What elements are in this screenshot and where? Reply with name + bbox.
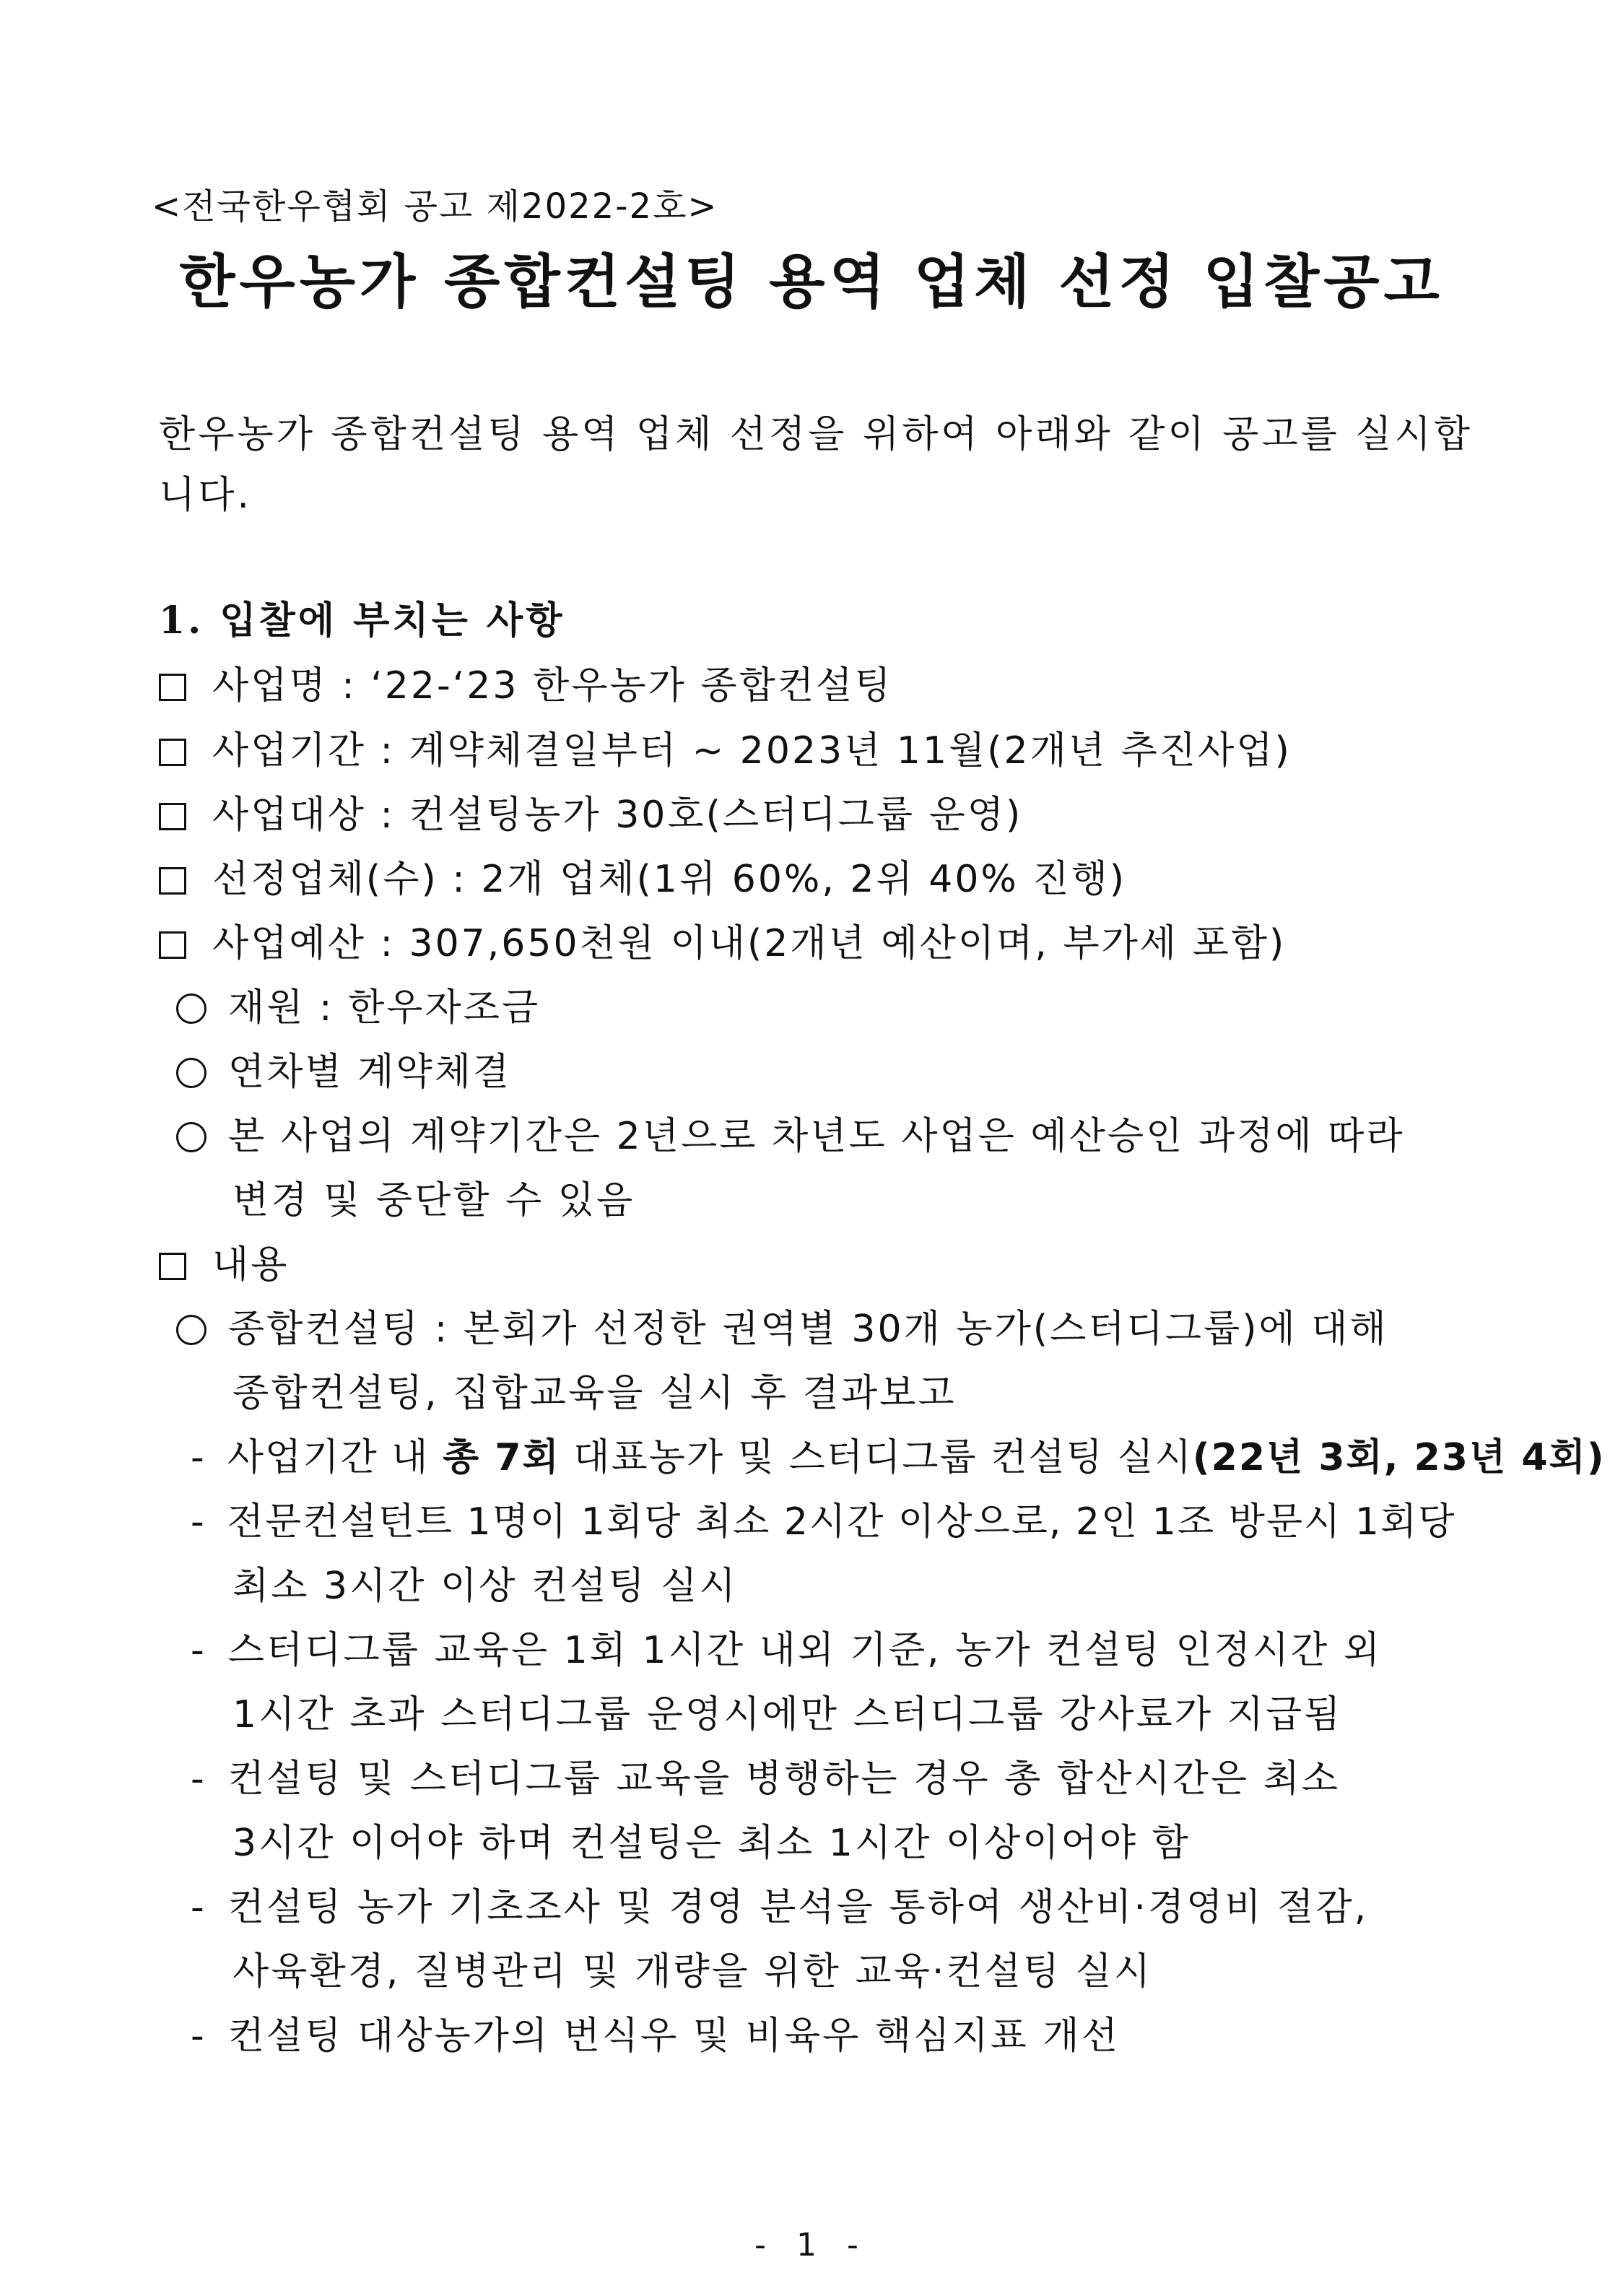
checkbox-square-icon (159, 1253, 186, 1280)
dash-text-bold: 총 7회 (443, 1436, 560, 1479)
item-selected-vendors (159, 856, 1126, 903)
item-text: 사업예산 : 307,650천원 이내(2개년 예산이며, 부가세 포함) (212, 922, 1287, 965)
item-project-period (159, 728, 1292, 774)
document-title: 한우농가 종합컨설팅 용역 업체 선정 입찰공고 (179, 248, 1444, 316)
page-number: - 1 - (754, 2227, 869, 2264)
circle-bullet-icon (176, 1315, 206, 1345)
budget-sub-contract (176, 1049, 511, 1095)
item-text: 사업명 : ‘22-‘23 한우농가 종합컨설팅 (212, 664, 893, 708)
dash-item-consultant-cont: 최소 3시간 이상 컨설팅 실시 (232, 1565, 738, 1608)
item-budget (159, 921, 1286, 967)
dash-bullet: - (191, 1436, 206, 1479)
budget-sub-funding (176, 985, 540, 1031)
content-sub-consulting (176, 1306, 1388, 1352)
item-project-name (159, 663, 893, 709)
content-sub-consulting-cont: 종합컨설팅, 집합교육을 실시 후 결과보고 (232, 1372, 957, 1415)
checkbox-square-icon (159, 739, 186, 766)
dash-text: 컨설팅 대상농가의 번식우 및 비육우 핵심지표 개선 (227, 2014, 1120, 2058)
section-1-heading: 1. 입찰에 부치는 사항 (159, 599, 565, 643)
sub-text: 재원 : 한우자조금 (228, 986, 541, 1030)
circle-bullet-icon (176, 1122, 206, 1152)
circle-bullet-icon (176, 1058, 206, 1088)
dash-text: 전문컨설턴트 1명이 1회당 최소 2시간 이상으로, 2인 1조 방문시 1회당 (227, 1500, 1456, 1544)
sub-text: 연차별 계약체결 (228, 1051, 512, 1094)
dash-bullet: - (191, 1500, 206, 1544)
budget-sub-period-note-cont: 변경 및 중단할 수 있음 (232, 1179, 635, 1222)
dash-text: 대표농가 및 스터디그룹 컨설팅 실시 (560, 1436, 1193, 1479)
dash-bullet: - (191, 1886, 206, 1929)
dash-text: 스터디그룹 교육은 1회 1시간 내외 기준, 농가 컨설팅 인정시간 외 (227, 1629, 1383, 1672)
item-text: 내용 (212, 1243, 290, 1287)
dash-bullet: - (191, 2014, 206, 2058)
dash-item-indicators (191, 2013, 1120, 2059)
dash-text: 컨설팅 및 스터디그룹 교육을 병행하는 경우 총 합산시간은 최소 (227, 1757, 1341, 1801)
checkbox-square-icon (159, 803, 186, 830)
dash-item-study-group-cont: 1시간 초과 스터디그룹 운영시에만 스터디그룹 강사료가 지급됨 (232, 1693, 1343, 1736)
dash-text: 사업기간 내 (227, 1436, 443, 1479)
dash-item-sessions (191, 1435, 1606, 1481)
dash-item-analysis (191, 1884, 1368, 1931)
budget-sub-period-note (176, 1113, 1405, 1160)
checkbox-square-icon (159, 931, 186, 959)
dash-item-analysis-cont: 사육환경, 질병관리 및 개량을 위한 교육·컨설팅 실시 (232, 1950, 1153, 1993)
item-text: 사업기간 : 계약체결일부터 ~ 2023년 11월(2개년 추진사업) (212, 729, 1292, 773)
notice-number: <전국한우협회 공고 제2022-2호> (152, 186, 718, 227)
circle-bullet-icon (176, 993, 206, 1024)
dash-item-combined (191, 1756, 1340, 1802)
dash-bullet: - (191, 1757, 206, 1801)
dash-item-consultant (191, 1499, 1456, 1545)
dash-text-bold: (22년 3회, 23년 4회) (1192, 1436, 1606, 1479)
sub-text: 종합컨설팅 : 본회가 선정한 권역별 30개 농가(스터디그룹)에 대해 (228, 1308, 1388, 1351)
item-text: 사업대상 : 컨설팅농가 30호(스터디그룹 운영) (212, 793, 1023, 837)
dash-bullet: - (191, 1629, 206, 1672)
item-project-target (159, 792, 1022, 838)
dash-item-study-group (191, 1627, 1382, 1674)
item-text: 선정업체(수) : 2개 업체(1위 60%, 2위 40% 진행) (212, 858, 1127, 901)
sub-text: 본 사업의 계약기간은 2년으로 차년도 사업은 예산승인 과정에 따라 (228, 1115, 1405, 1158)
checkbox-square-icon (159, 867, 186, 895)
dash-text: 컨설팅 농가 기초조사 및 경영 분석을 통하여 생산비·경영비 절감, (227, 1886, 1369, 1929)
dash-item-combined-cont: 3시간 이어야 하며 컨설팅은 최소 1시간 이상이어야 함 (232, 1822, 1191, 1865)
intro-paragraph: 한우농가 종합컨설팅 용역 업체 선정을 위하여 아래와 같이 공고를 실시합니다. (159, 413, 1473, 517)
checkbox-square-icon (159, 674, 186, 701)
item-content (159, 1242, 289, 1288)
